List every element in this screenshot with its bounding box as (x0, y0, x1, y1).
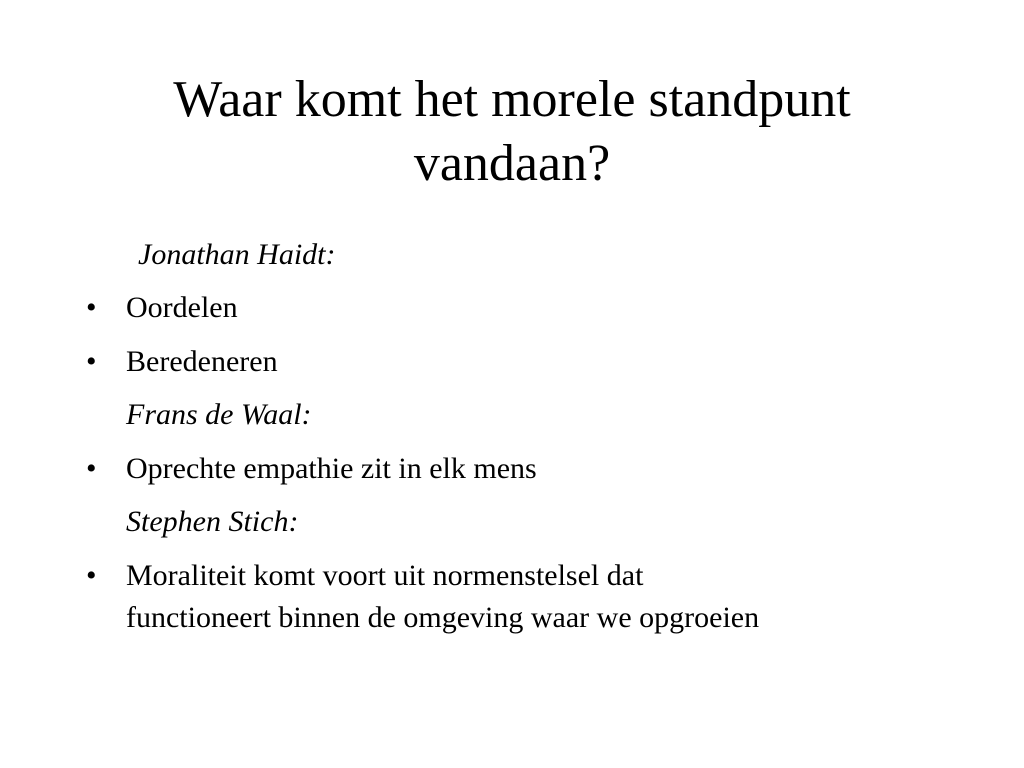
bullet-marker: • (86, 452, 97, 485)
bullet-marker: • (86, 345, 97, 378)
author-stephen-stich: Stephen Stich: (126, 505, 299, 538)
bullet-beredeneren: Beredeneren (126, 345, 278, 378)
bullet-moraliteit-line-1: Moraliteit komt voort uit normenstelsel dat (126, 559, 644, 592)
bullet-moraliteit-line-2: functioneert binnen de omgeving waar we opgroeien (126, 601, 760, 634)
bullet-empathie: Oprechte empathie zit in elk mens (126, 452, 537, 485)
bullet-marker: • (86, 559, 97, 592)
author-jonathan-haidt: Jonathan Haidt: (138, 238, 336, 271)
bullet-oordelen: Oordelen (126, 291, 238, 324)
bullet-marker: • (86, 291, 97, 324)
slide-title-line-2: vandaan? (413, 135, 611, 192)
slide-title-line-1: Waar komt het morele standpunt (173, 71, 851, 128)
author-frans-de-waal: Frans de Waal: (126, 398, 312, 431)
